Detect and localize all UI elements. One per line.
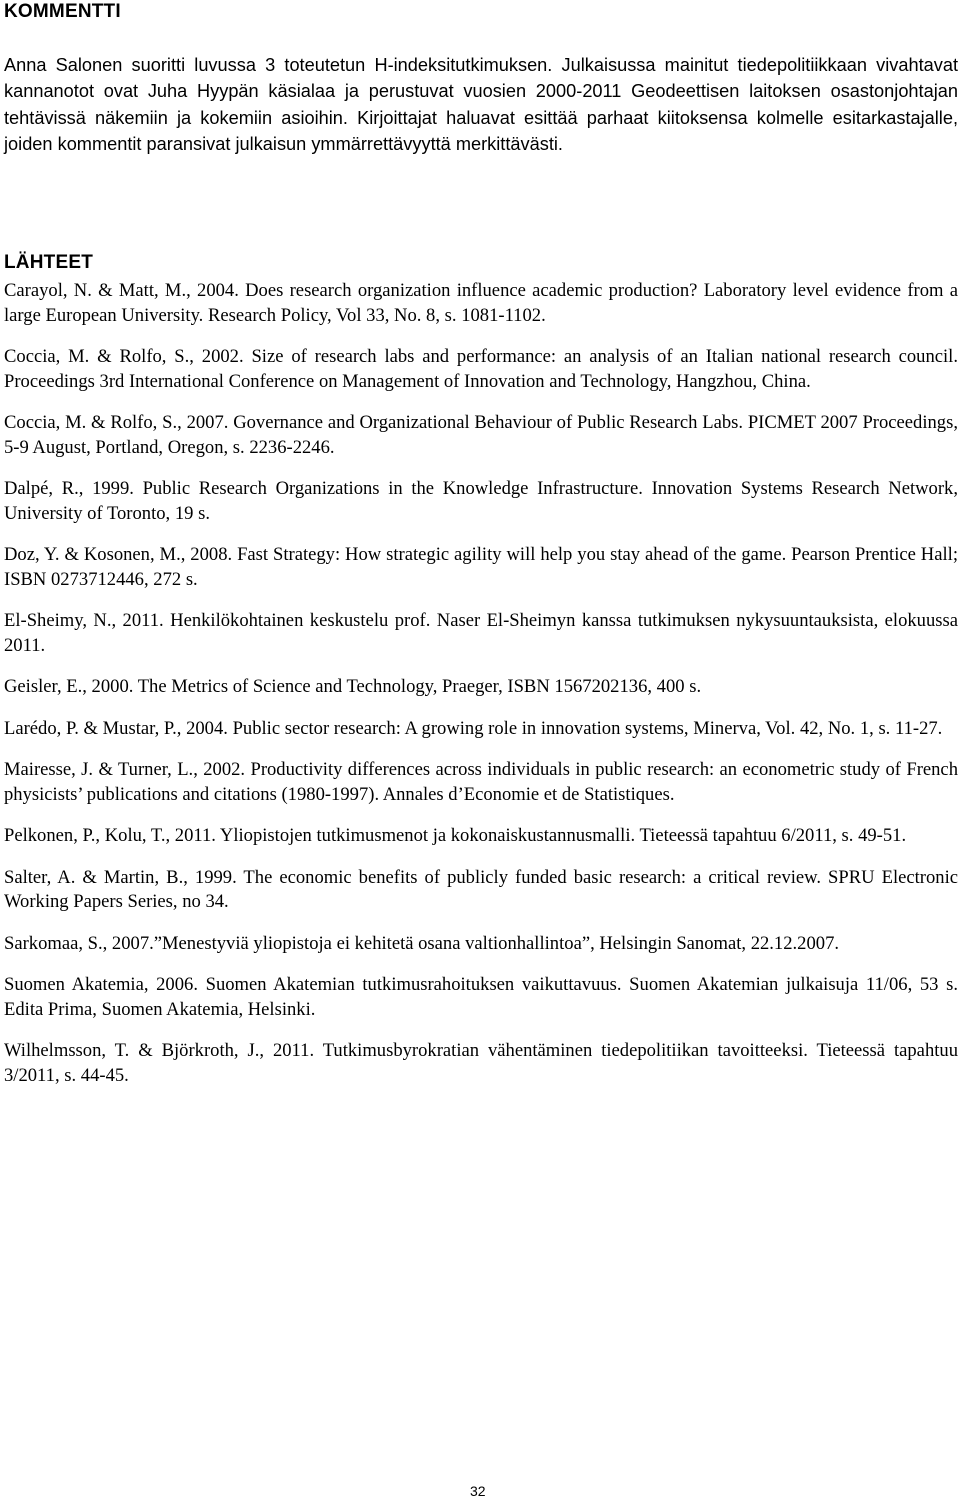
reference-item: Doz, Y. & Kosonen, M., 2008. Fast Strategy: How strategic agility will help you stay ahead of the game. Pearson Prentice Hall; ISBN 0273712446, 272 s.: [4, 544, 958, 590]
reference-item: Sarkomaa, S., 2007.”Menestyviä yliopistoja ei kehitetä osana valtionhallintoa”, Helsingin Sanomat, 22.12.2007.: [4, 932, 840, 954]
comment-paragraph: Anna Salonen suoritti luvussa 3 toteutetun H-indeksitutkimuksen. Julkaisussa mainitut tiedepolitiikkaan vivahtavat kannanotot ovat Juha Hyypän käsialaa ja perustuvat vuosien 2000-2011 Geodeettisen laitoksen osastonjohtajan tehtävissä näkemiin ja kokemiin asioihin. Kirjoittajat haluavat esittää parhaat kiitoksensa kolmelle esitarkastajalle, joiden kommentit paransivat julkaisun ymmärrettävyyttä merkittävästi.: [4, 55, 958, 155]
comment-heading: KOMMENTTI: [4, 1, 121, 22]
reference-item: Suomen Akatemia, 2006. Suomen Akatemian tutkimusrahoituksen vaikuttavuus. Suomen Akatemian julkaisuja 11/06, 53 s. Edita Prima, Suomen Akatemia, Helsinki.: [4, 974, 958, 1020]
reference-item: Salter, A. & Martin, B., 1999. The economic benefits of publicly funded basic research: a critical review. SPRU Electronic Working Papers Series, no 34.: [4, 866, 958, 912]
reference-item: Wilhelmsson, T. & Björkroth, J., 2011. Tutkimusbyrokratian vähentäminen tiedepolitiikan tavoitteeksi. Tieteessä tapahtuu 3/2011, s. 44-45.: [4, 1040, 958, 1086]
reference-item: El-Sheimy, N., 2011. Henkilökohtainen keskustelu prof. Naser El-Sheimyn kanssa tutkimuksen nykysuuntauksista, elokuussa 2011.: [4, 610, 958, 656]
references-heading: LÄHTEET: [4, 252, 94, 273]
reference-item: Carayol, N. & Matt, M., 2004. Does research organization influence academic production? Laboratory level evidence from a large European University. Research Policy, Vol 33, No. 8, s. 1081-1102.: [4, 280, 958, 326]
reference-item: Coccia, M. & Rolfo, S., 2007. Governance and Organizational Behaviour of Public Research Labs. PICMET 2007 Proceedings, 5-9 August, Portland, Oregon, s. 2236-2246.: [4, 412, 958, 458]
reference-item: Geisler, E., 2000. The Metrics of Science and Technology, Praeger, ISBN 1567202136, 400 s.: [4, 676, 702, 697]
page-number: 32: [470, 1483, 486, 1499]
reference-item: Pelkonen, P., Kolu, T., 2011. Yliopistojen tutkimusmenot ja kokonaiskustannusmalli. Tieteessä tapahtuu 6/2011, s. 49-51.: [4, 825, 907, 846]
references-list: [4, 279, 958, 1105]
reference-item: Larédo, P. & Mustar, P., 2004. Public sector research: A growing role in innovation systems, Minerva, Vol. 42, No. 1, s. 11-27.: [4, 717, 943, 739]
reference-item: Coccia, M. & Rolfo, S., 2002. Size of research labs and performance: an analysis of an Italian national research council. Proceedings 3rd International Conference on Management of Innovation and Technology, Hangzhou, China.: [4, 346, 958, 392]
reference-item: Dalpé, R., 1999. Public Research Organizations in the Knowledge Infrastructure. Innovation Systems Research Network, University of Toronto, 19 s.: [4, 478, 958, 524]
reference-item: Mairesse, J. & Turner, L., 2002. Productivity differences across individuals in public research: an econometric study of French physicists’ publications and citations (1980-1997). Annales d’Economie et de Statistiques.: [4, 759, 958, 805]
